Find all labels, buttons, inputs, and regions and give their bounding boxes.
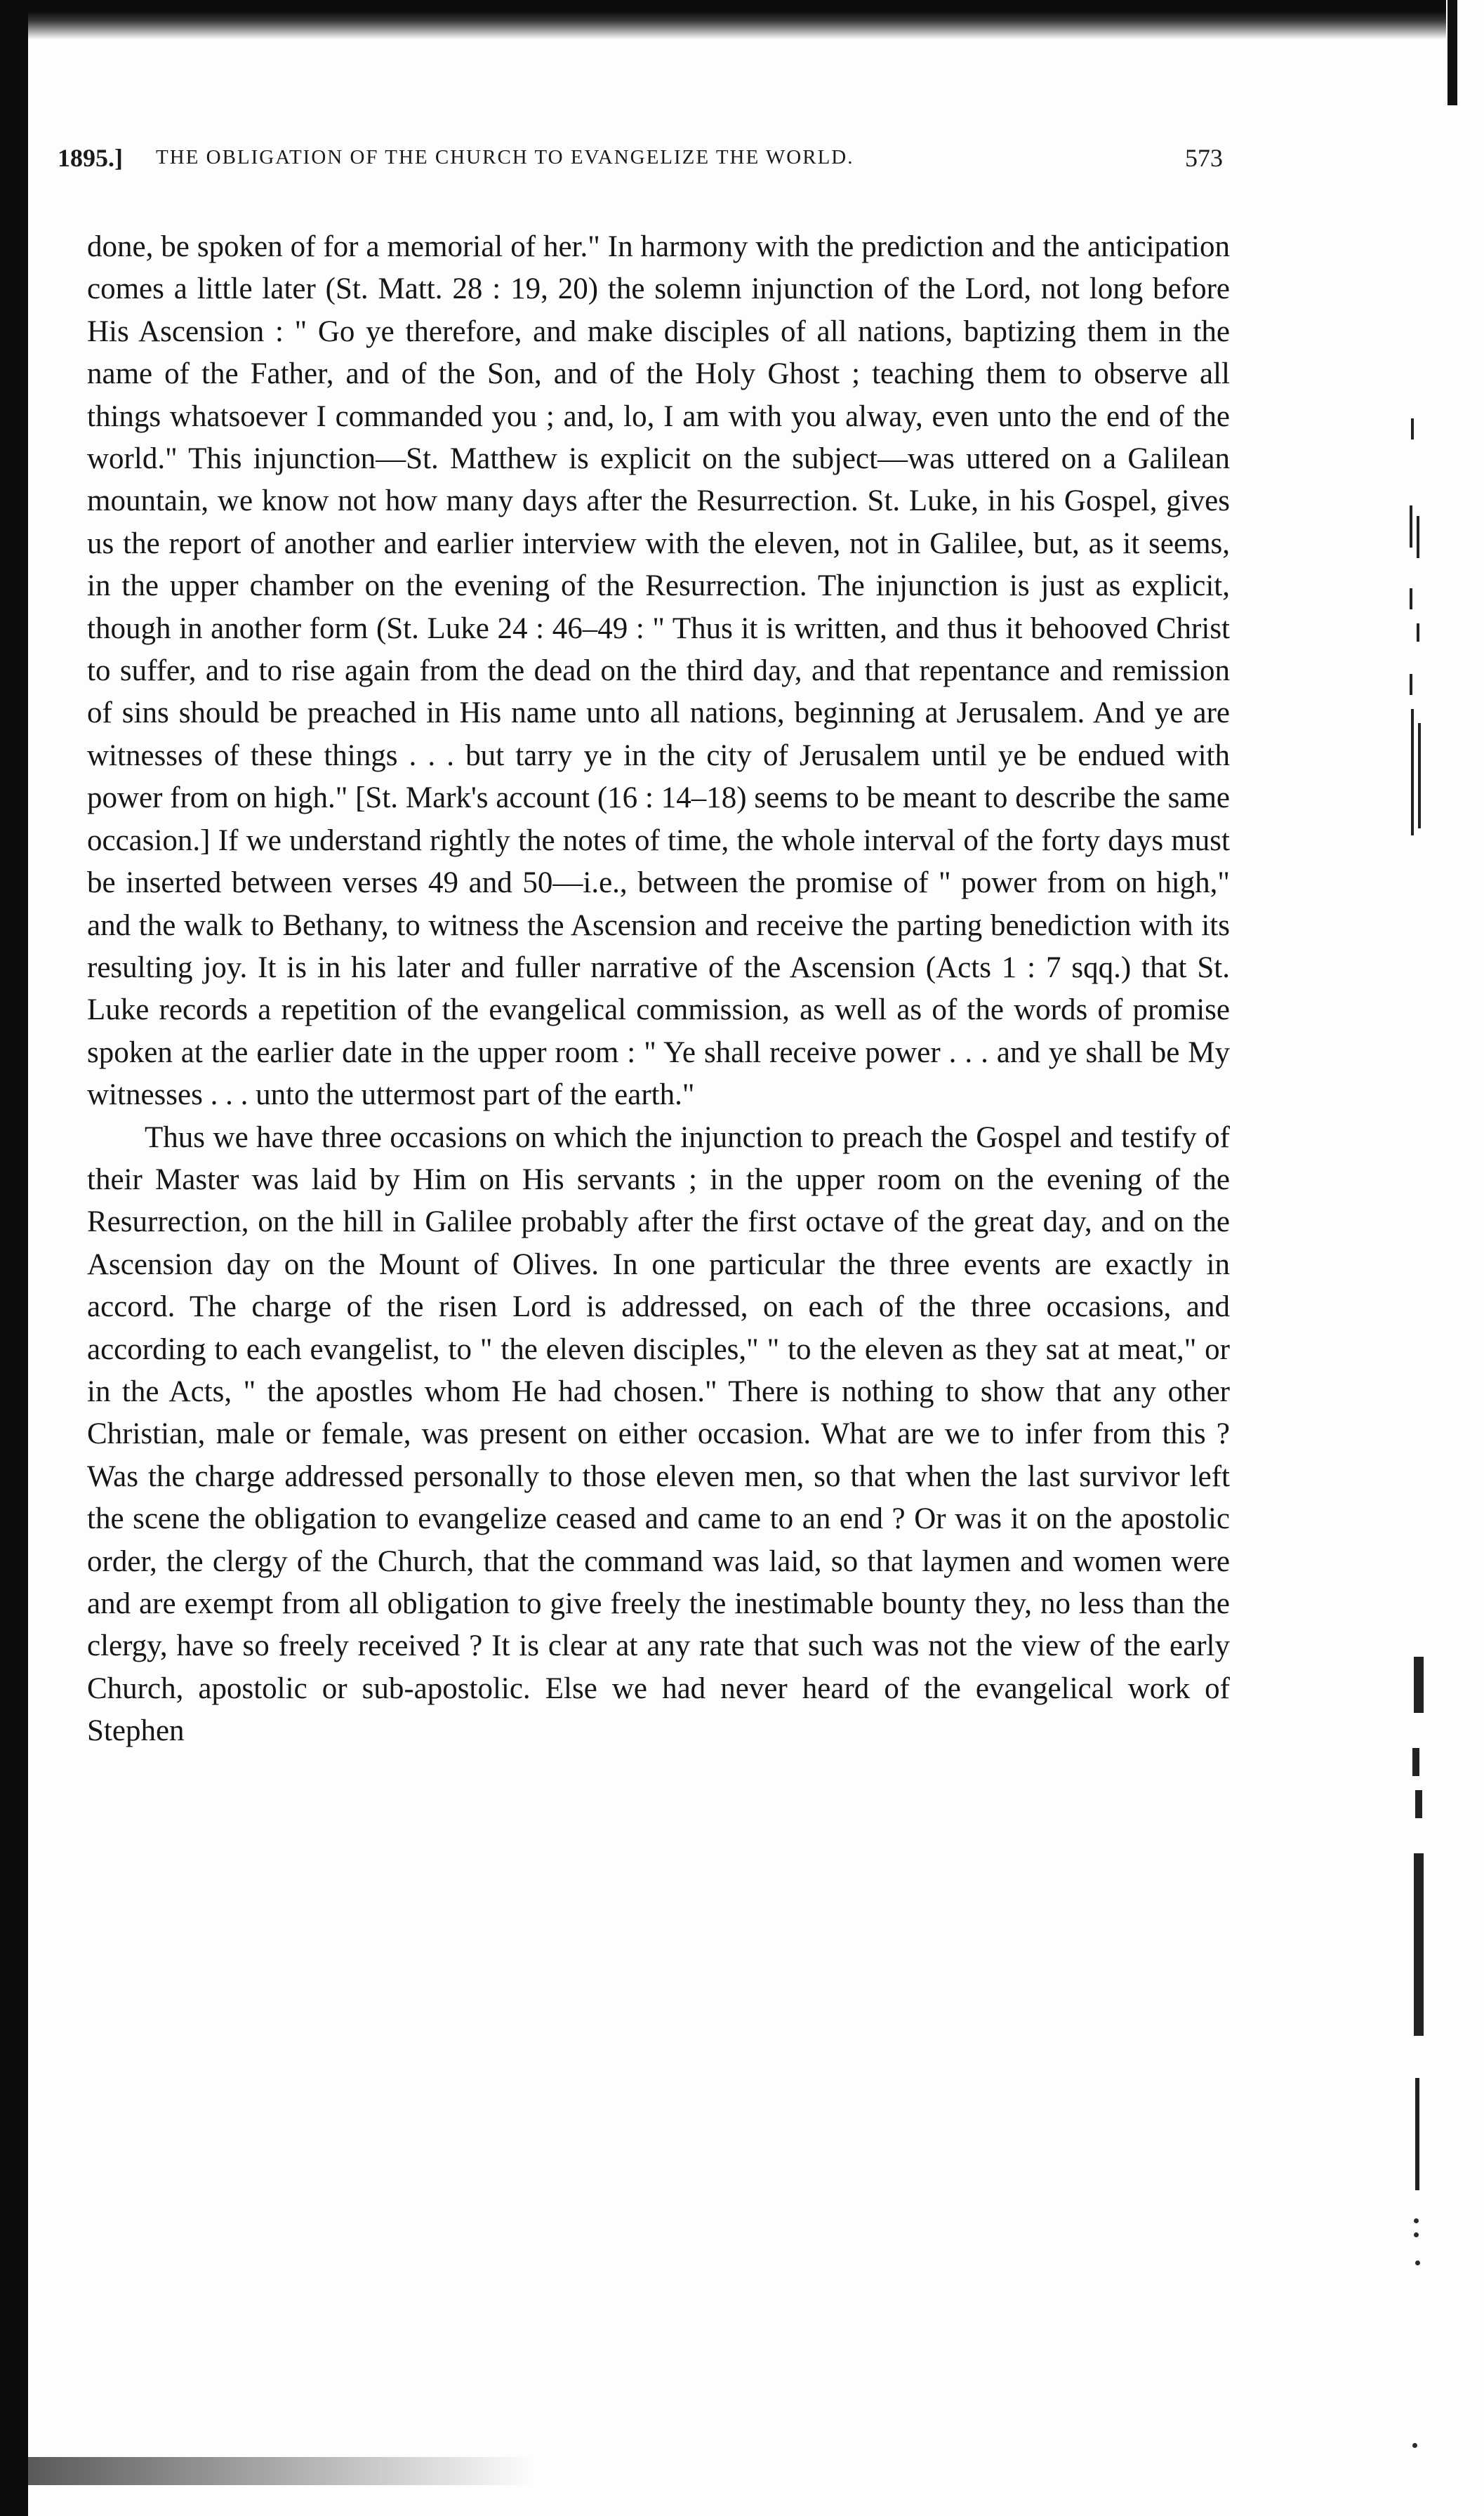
margin-dot bbox=[1414, 2232, 1419, 2237]
scan-bottom-smudge bbox=[28, 2457, 870, 2485]
margin-dot bbox=[1414, 2218, 1419, 2223]
margin-mark bbox=[1414, 1853, 1424, 2036]
scan-top-edge-shadow bbox=[28, 0, 1446, 39]
margin-mark bbox=[1418, 723, 1421, 828]
running-head-year: 1895.] bbox=[58, 144, 123, 172]
margin-mark bbox=[1417, 623, 1419, 642]
paragraph-2: Thus we have three occasions on which the injunction to preach the Gospel and testify of their Master was laid by Him on His servants ; in the upper room on the evening of the Resurrection, on the hill in Galilee probably after the first octave of the great day, and on the Ascension day on the Mount of Olives. In one particular the three events are exactly in accord. The charge of the risen Lord is addressed, on each of the three occasions, and according to each evangelist, to " the eleven disciples," " to the eleven as they sat at meat," or in the Acts, " the apostles whom He had chosen." There is nothing to show that any other Christian, male or female, was present on either occasion. What are we to infer from this ? Was the charge addressed personally to those eleven men, so that when the last survivor left the scene the obligation to evangelize ceased and came to an end ? Or was it on the apostolic order, the clergy of the Church, that the command was laid, so that laymen and women were and are exempt from all obligation to give freely the inestimable bounty they, no less than the clergy, have so freely received ? It is clear at any rate that such was not the view of the early Church, apostolic or sub-apostolic. Else we had never heard of the evangelical work of Stephen bbox=[87, 1120, 1230, 1748]
scan-left-edge-shadow bbox=[0, 0, 28, 2516]
scan-top-right-mark bbox=[1447, 0, 1457, 105]
margin-dot bbox=[1415, 2260, 1420, 2265]
body-text bbox=[87, 226, 1230, 1753]
margin-mark bbox=[1411, 418, 1414, 439]
margin-mark bbox=[1410, 505, 1412, 548]
margin-mark bbox=[1412, 1748, 1419, 1776]
margin-mark bbox=[1414, 1657, 1424, 1713]
margin-mark bbox=[1411, 709, 1414, 835]
margin-mark bbox=[1410, 674, 1412, 695]
page-number: 573 bbox=[1185, 144, 1223, 172]
margin-mark bbox=[1410, 588, 1412, 609]
margin-mark bbox=[1415, 2078, 1419, 2190]
margin-mark bbox=[1417, 516, 1419, 558]
margin-dot bbox=[1412, 2443, 1417, 2448]
running-head-title: THE OBLIGATION OF THE CHURCH TO EVANGELIZE THE WORLD. bbox=[156, 146, 854, 168]
margin-scan-marks bbox=[1407, 393, 1449, 2499]
paragraph-1: done, be spoken of for a memorial of her." In harmony with the prediction and the anticipation comes a little later (St. Matt. 28 : 19, 20) the solemn injunction of the Lord, not long before His Ascension : " Go ye therefore, and make disciples of all nations, baptizing them in the name of the Father, and of the Son, and of the Holy Ghost ; teaching them to observe all things whatsoever I commanded you ; and, lo, I am with you alway, even unto the end of the world." This injunction—St. Matthew is explicit on the subject—was uttered on a Galilean mountain, we know not how many days after the Resurrection. St. Luke, in his Gospel, gives us the report of another and earlier interview with the eleven, not in Galilee, but, as it seems, in the upper chamber on the evening of the Resurrection. The injunction is just as explicit, though in another form (St. Luke 24 : 46–49 : " Thus it is written, and thus it behooved Christ to suffer, and to rise again from the dead on the third day, and that repentance and remission of sins should be preached in His name unto all nations, beginning at Jerusalem. And ye are witnesses of these things . . . but tarry ye in the city of Jerusalem until ye be endued with power from on high." [St. Mark's account (16 : 14–18) seems to be meant to describe the same occasion.] If we understand rightly the notes of time, the whole interval of the forty days must be inserted between verses 49 and 50—i.e., between the promise of " power from on high," and the walk to Bethany, to witness the Ascension and receive the parting benediction with its resulting joy. It is in his later and fuller narrative of the Ascension (Acts 1 : 7 sqq.) that St. Luke records a repetition of the evangelical commission, as well as of the words of promise spoken at the earlier date in the upper room : " Ye shall receive power . . . and ye shall be My witnesses . . . unto the uttermost part of the earth." bbox=[87, 230, 1230, 1112]
running-head bbox=[58, 143, 1223, 185]
margin-mark bbox=[1415, 1790, 1422, 1818]
